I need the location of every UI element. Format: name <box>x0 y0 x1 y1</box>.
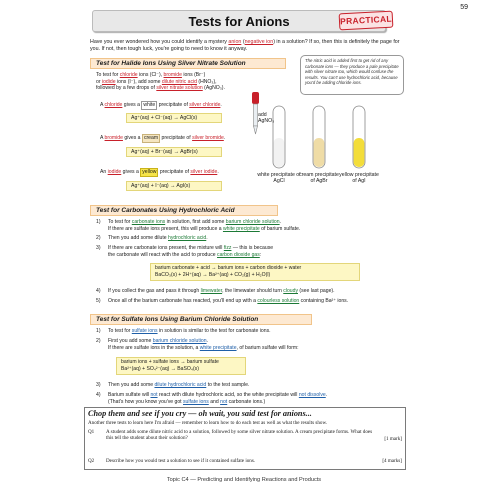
sulfate-symbol-equation: Ba²⁺(aq) + SO₄²⁻(aq) → BaSO₄(s) <box>121 366 199 372</box>
question-2-marks: [4 marks] <box>382 458 402 464</box>
tube-label-agcl: white precipitate of AgCl <box>257 172 301 184</box>
carbonate-step-2: Then you add some dilute hydrochloric acid. <box>108 235 208 241</box>
sulfate-step-3: Then you add some dilute hydrochloric acid to the test sample. <box>108 382 250 388</box>
chloride-equation: Ag⁺(aq) + Cl⁻(aq) → AgCl(s) <box>126 113 222 123</box>
white-tag: white <box>143 102 156 108</box>
question-1-marks: [1 mark] <box>384 436 402 442</box>
carbonate-symbol-equation: BaCO₃(s) + 2H⁺(aq) → Ba²⁺(aq) + CO₂(g) + H₂O(l) <box>155 272 271 278</box>
test-tubes-illustration <box>230 92 380 202</box>
practice-intro: Another three tests to learn here I'm afraid — remember to learn how to do each test as well as what the results show. <box>88 420 328 426</box>
step-number: 4) <box>96 288 101 294</box>
question-2: Q2 Describe how you would test a solution to see if it contained sulfate ions. [4 marks] <box>88 458 402 464</box>
carbonate-heading: Test for Carbonates Using Hydrochloric Acid <box>90 205 278 216</box>
sulfate-heading: Test for Sulfate Ions Using Barium Chloride Solution <box>90 314 312 325</box>
question-1: Q1 A student adds some dilute nitric acid to a solution, followed by some silver nitrate solution. A cream precipitate forms. What does this tell the student about their solution? [1 mark] <box>88 429 402 442</box>
halide-heading: Test for Halide Ions Using Silver Nitrate Solution <box>90 58 286 69</box>
practice-questions-box <box>84 407 406 470</box>
step-number: 2) <box>96 235 101 241</box>
carbonate-step-4: If you collect the gas and pass it through limewater, the limewater should turn cloudy (see last page). <box>108 288 335 294</box>
bromide-result: A bromide gives a cream precipitate of silver bromide. <box>100 135 226 141</box>
tube-cream-icon <box>313 106 325 168</box>
chloride-result: A chloride gives a white precipitate of silver chloride. <box>100 102 222 108</box>
step-number: 3) <box>96 245 101 251</box>
tube-label-agbr: cream precipitate of AgBr <box>299 172 339 184</box>
tube-yellow-icon <box>353 106 365 168</box>
carbonate-word-equation: barium carbonate + acid → barium ions + carbon dioxide + water <box>155 265 302 271</box>
step-number: 5) <box>96 298 101 304</box>
cream-tag: cream <box>143 135 159 141</box>
intro-paragraph: Have you ever wondered how you could identify a mystery anion (negative ion) in a solution? If so, then this is definitely the page for you. If not, then tough luck, you're going to need to know it anyway. <box>90 39 400 52</box>
carbonate-step-5: Once all of the barium carbonate has reacted, you'll end up with a colourless solution containing Ba²⁺ ions. <box>108 298 349 304</box>
add-label: add AgNO₃ <box>258 112 275 124</box>
practical-badge: PRACTICAL <box>339 11 394 31</box>
carbonate-step-1: To test for carbonate ions in solution, first add some barium chloride solution. If there are sulfate ions present, this will produce a white precipitate of barium sulfate. <box>108 219 301 232</box>
iodide-result: An iodide gives a yellow precipitate of silver iodide. <box>100 169 219 175</box>
bromide-equation: Ag⁺(aq) + Br⁻(aq) → AgBr(s) <box>126 147 222 157</box>
page-footer: Topic C4 — Predicting and Identifying Reactions and Products <box>166 477 322 483</box>
halide-instructions: To test for chloride ions (Cl⁻), bromide ions (Br⁻) or iodide ions (I⁻), add some dilute nitric acid (HNO₃), followed by a few drops of silver nitrate solution (AgNO₃). <box>96 72 225 92</box>
carbonate-step-3: If there are carbonate ions present, the mixture will fizz — this is because the carbonate will react with the acid to produce carbon dioxide gas: <box>108 245 274 258</box>
page-number: 59 <box>460 4 468 11</box>
step-number: 1) <box>96 219 101 225</box>
sulfate-word-equation: barium ions + sulfate ions → barium sulfate <box>121 359 219 365</box>
nitric-acid-note: The nitric acid is added first to get rid of any carbonate ions — they produce a pale precipitate with silver nitrate too, which would confuse the results. You can't use hydrochloric acid, because you'd be adding chloride ions. <box>300 55 404 95</box>
step-number: 4) <box>96 392 101 398</box>
step-number: 2) <box>96 338 101 344</box>
step-number: 3) <box>96 382 101 388</box>
page-title: Tests for Anions <box>188 14 290 29</box>
carbonate-equation <box>150 263 360 281</box>
yellow-tag: yellow <box>142 169 157 175</box>
anion-term: anion <box>228 39 242 45</box>
iodide-equation: Ag⁺(aq) + I⁻(aq) → AgI(s) <box>126 181 222 191</box>
tube-label-agi: yellow precipitate of AgI <box>339 172 379 184</box>
step-number: 1) <box>96 328 101 334</box>
sulfate-step-4: Barium sulfate will not react with dilute hydrochloric acid, so the white precipitate will not dissolve. (That's how you know you've got sulfate ions and not carbonate ions.) <box>108 392 328 405</box>
sulfate-step-2: First you add some barium chloride solution. If there are sulfate ions in the solution, a white precipitate, of barium sulfate will form: <box>108 338 299 351</box>
practice-heading: Chop them and see if you cry — oh wait, you said test for anions... <box>88 409 312 418</box>
sulfate-equation <box>116 357 246 375</box>
test-tube-diagram <box>230 92 380 202</box>
sulfate-step-1: To test for sulfate ions in solution is similar to the test for carbonate ions. <box>108 328 271 334</box>
negative-ion-term: negative ion <box>244 39 274 45</box>
